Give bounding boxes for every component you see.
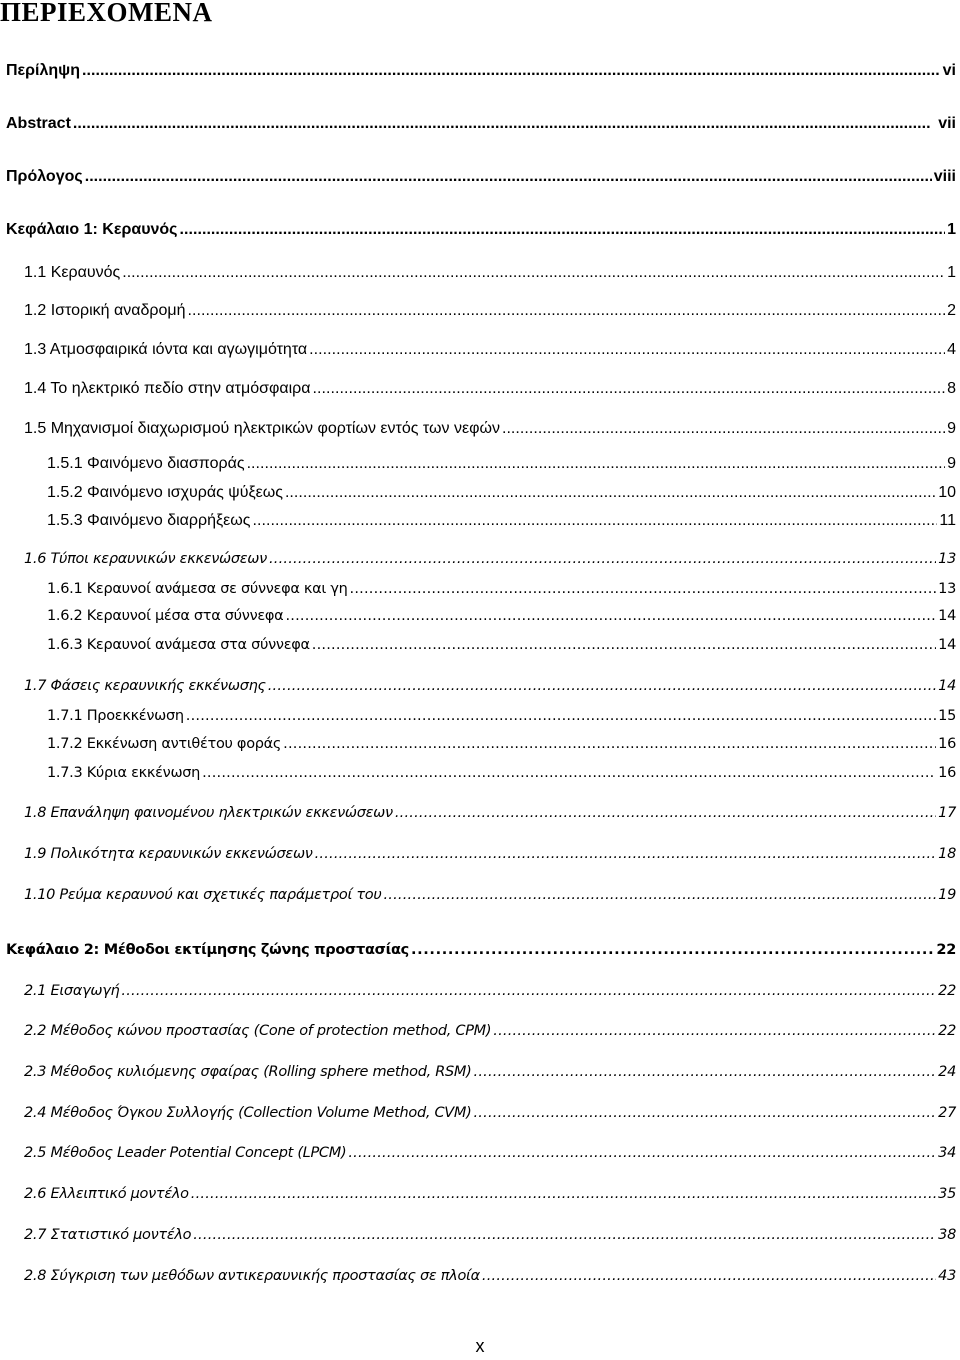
toc-entry-1-8[interactable] (24, 802, 956, 824)
toc-entry-page: 1 (947, 264, 956, 281)
toc-entry-page: 8 (947, 380, 956, 397)
toc-entry-label: 1.10 Ρεύμα κεραυνού και σχετικές παράμετροί του (24, 887, 382, 903)
toc-entry-label: 1.9 Πολικότητα κεραυνικών εκκενώσεων (24, 846, 313, 862)
toc-entry-page: 34 (938, 1145, 956, 1161)
toc-entry-page: 1 (947, 221, 956, 238)
toc-entry-1-4[interactable] (24, 378, 956, 400)
dot-leader (268, 675, 936, 697)
dot-leader (473, 1102, 936, 1124)
toc-entry-page: 18 (938, 846, 956, 862)
toc-entry-label: 2.5 Μέθοδος Leader Potential Concept (LPCM) (24, 1145, 347, 1161)
toc-entry-label: 2.4 Μέθοδος Όγκου Συλλογής (Collection Volume Method, CVM) (24, 1105, 472, 1121)
toc-entry-1-6[interactable] (24, 548, 956, 570)
dot-leader (395, 802, 936, 824)
toc-entry-1-6-1[interactable] (47, 578, 956, 600)
dot-leader (309, 339, 945, 361)
toc-entry-label: 1.7.2 Εκκένωση αντιθέτου φοράς (47, 736, 282, 752)
toc-entry-page: 14 (938, 678, 956, 694)
toc-entry-1-7[interactable] (24, 675, 956, 697)
toc-entry-1-2[interactable] (24, 300, 956, 322)
toc-entry-label: Κεφάλαιο 2: Μέθοδοι εκτίμησης ζώνης προστασίας (6, 942, 409, 958)
toc-entry-page: 22 (936, 942, 956, 958)
toc-entry-page: 17 (938, 805, 956, 821)
dot-leader (191, 1183, 936, 1205)
toc-entry-2-7[interactable] (24, 1224, 956, 1246)
dot-leader (193, 1224, 936, 1246)
toc-entry-page: 9 (947, 420, 956, 437)
toc-entry-1-9[interactable] (24, 843, 956, 865)
toc-entry-page: 13 (938, 551, 956, 567)
toc-entry-1-3[interactable] (24, 339, 956, 361)
dot-leader (122, 262, 945, 284)
toc-entry-page: 38 (938, 1227, 956, 1243)
toc-entry-label: Πρόλογος (6, 168, 83, 185)
toc-entry-label: 1.5.1 Φαινόμενο διασποράς (47, 455, 245, 472)
toc-entry-label: 1.5.2 Φαινόμενο ισχυράς ψύξεως (47, 484, 283, 501)
toc-entry-page: 19 (938, 887, 956, 903)
page-title: ΠΕΡΙΕΧΟΜΕΝΑ (0, 0, 213, 27)
toc-entry-2-1[interactable] (24, 980, 956, 1002)
toc-entry-page: 22 (938, 1023, 956, 1039)
dot-leader (186, 705, 936, 727)
toc-entry-page: 27 (938, 1105, 956, 1121)
dot-leader (253, 510, 938, 532)
dot-leader (180, 219, 946, 241)
toc-entry-2-3[interactable] (24, 1061, 956, 1083)
toc-entry-label: Κεφάλαιο 1: Κεραυνός (6, 221, 178, 238)
dot-leader (247, 453, 946, 475)
toc-entry-label: 2.8 Σύγκριση των μεθόδων αντικεραυνικής προστασίας σε πλοία (24, 1268, 480, 1284)
toc-entry-label: 1.6 Τύποι κεραυνικών εκκενώσεων (24, 551, 267, 567)
toc-entry-2-5[interactable] (24, 1142, 956, 1164)
toc-entry-1-6-3[interactable] (47, 634, 956, 656)
toc-entry-1-7-1[interactable] (47, 705, 956, 727)
toc-entry-page: viii (933, 168, 956, 185)
toc-entry-page: 43 (938, 1268, 956, 1284)
toc-entry-label: 1.7.3 Κύρια εκκένωση (47, 765, 201, 781)
toc-entry-label: 1.5.3 Φαινόμενο διαρρήξεως (47, 512, 251, 529)
toc-entry-1-7-2[interactable] (47, 733, 956, 755)
dot-leader (285, 482, 936, 504)
toc-entry-page: vii (938, 115, 956, 132)
toc-entry-1-5-2[interactable] (47, 482, 956, 504)
toc-entry-2-6[interactable] (24, 1183, 956, 1205)
toc-entry-page: 16 (938, 736, 956, 752)
toc-entry-label: Abstract (6, 115, 71, 132)
toc-entry-page: 22 (938, 983, 956, 999)
dot-leader (348, 1142, 936, 1164)
toc-entry-label: 1.7.1 Προεκκένωση (47, 708, 184, 724)
dot-leader (285, 605, 936, 627)
toc-entry-label: 2.7 Στατιστικό μοντέλο (24, 1227, 192, 1243)
toc-entry-page: 35 (938, 1186, 956, 1202)
dot-leader (383, 884, 936, 906)
dot-leader (493, 1020, 936, 1042)
dot-leader (312, 634, 936, 656)
toc-entry-page: 10 (938, 484, 956, 501)
toc-entry-1-5-1[interactable] (47, 453, 956, 475)
toc-entry-label: 1.3 Ατμοσφαιρικά ιόντα και αγωγιμότητα (24, 341, 308, 358)
toc-entry-page: 13 (938, 581, 956, 597)
toc-entry-label: Περίληψη (6, 62, 80, 79)
toc-entry-page: 9 (947, 455, 956, 472)
toc-entry-label: 1.6.1 Κεραυνοί ανάμεσα σε σύννεφα και γη (47, 581, 348, 597)
dot-leader (482, 1265, 936, 1287)
dot-leader (269, 548, 936, 570)
toc-entry-label: 2.3 Μέθοδος κυλιόμενης σφαίρας (Rolling sphere method, RSM) (24, 1064, 472, 1080)
toc-entry-page: 4 (947, 341, 956, 358)
page-number: x (475, 1336, 485, 1356)
toc-entry-page: 15 (938, 708, 956, 724)
toc-entry-page: 2 (947, 302, 956, 319)
toc-entry-label: 2.2 Μέθοδος κώνου προστασίας (Cone of protection method, CPM) (24, 1023, 492, 1039)
toc-entry-2-8[interactable] (24, 1265, 956, 1287)
toc-entry-abstract[interactable] (6, 113, 956, 135)
toc-entry-1-6-2[interactable] (47, 605, 956, 627)
dot-leader (313, 378, 946, 400)
toc-entry-label: 2.6 Ελλειπτικό μοντέλο (24, 1186, 189, 1202)
toc-entry-page: 16 (938, 765, 956, 781)
toc-entry-chapter-2[interactable] (6, 939, 956, 961)
toc-entry-label: 1.6.3 Κεραυνοί ανάμεσα στα σύννεφα (47, 637, 310, 653)
dot-leader (283, 733, 936, 755)
toc-entry-1-10[interactable] (24, 884, 956, 906)
toc-entry-page: vi (942, 62, 956, 79)
toc-entry-1-1[interactable] (24, 262, 956, 284)
toc-entry-label: 1.2 Ιστορική αναδρομή (24, 302, 186, 319)
toc-entry-label: 1.6.2 Κεραυνοί μέσα στα σύννεφα (47, 608, 284, 624)
dot-leader (188, 300, 946, 322)
dot-leader (82, 60, 941, 82)
toc-entry-1-5-3[interactable] (47, 510, 956, 532)
toc-entry-1-5[interactable] (24, 418, 956, 440)
toc-entry-label: 1.5 Μηχανισμοί διαχωρισμού ηλεκτρικών φορτίων εντός των νεφών (24, 420, 500, 437)
dot-leader (202, 762, 936, 784)
dot-leader (474, 1061, 937, 1083)
dot-leader (73, 113, 936, 135)
toc-entry-page: 24 (938, 1064, 956, 1080)
dot-leader (411, 939, 934, 961)
dot-leader (85, 166, 932, 188)
dot-leader (502, 418, 945, 440)
toc-entry-2-4[interactable] (24, 1102, 956, 1124)
toc-entry-page: 14 (938, 637, 956, 653)
toc-entry-abstract-gr[interactable] (6, 60, 956, 82)
toc-entry-page: 11 (939, 512, 956, 529)
toc-entry-label: 1.7 Φάσεις κεραυνικής εκκένωσης (24, 678, 266, 694)
toc-entry-label: 1.4 Το ηλεκτρικό πεδίο στην ατμόσφαιρα (24, 380, 311, 397)
toc-entry-2-2[interactable] (24, 1020, 956, 1042)
toc-entry-page: 14 (938, 608, 956, 624)
toc-entry-1-7-3[interactable] (47, 762, 956, 784)
dot-leader (121, 980, 936, 1002)
dot-leader (350, 578, 937, 600)
toc-entry-label: 2.1 Εισαγωγή (24, 983, 120, 999)
toc-entry-chapter-1[interactable] (6, 219, 956, 241)
toc-entry-label: 1.8 Επανάληψη φαινομένου ηλεκτρικών εκκενώσεων (24, 805, 393, 821)
toc-entry-label: 1.1 Κεραυνός (24, 264, 121, 281)
dot-leader (315, 843, 937, 865)
toc-entry-preface[interactable] (6, 166, 956, 188)
